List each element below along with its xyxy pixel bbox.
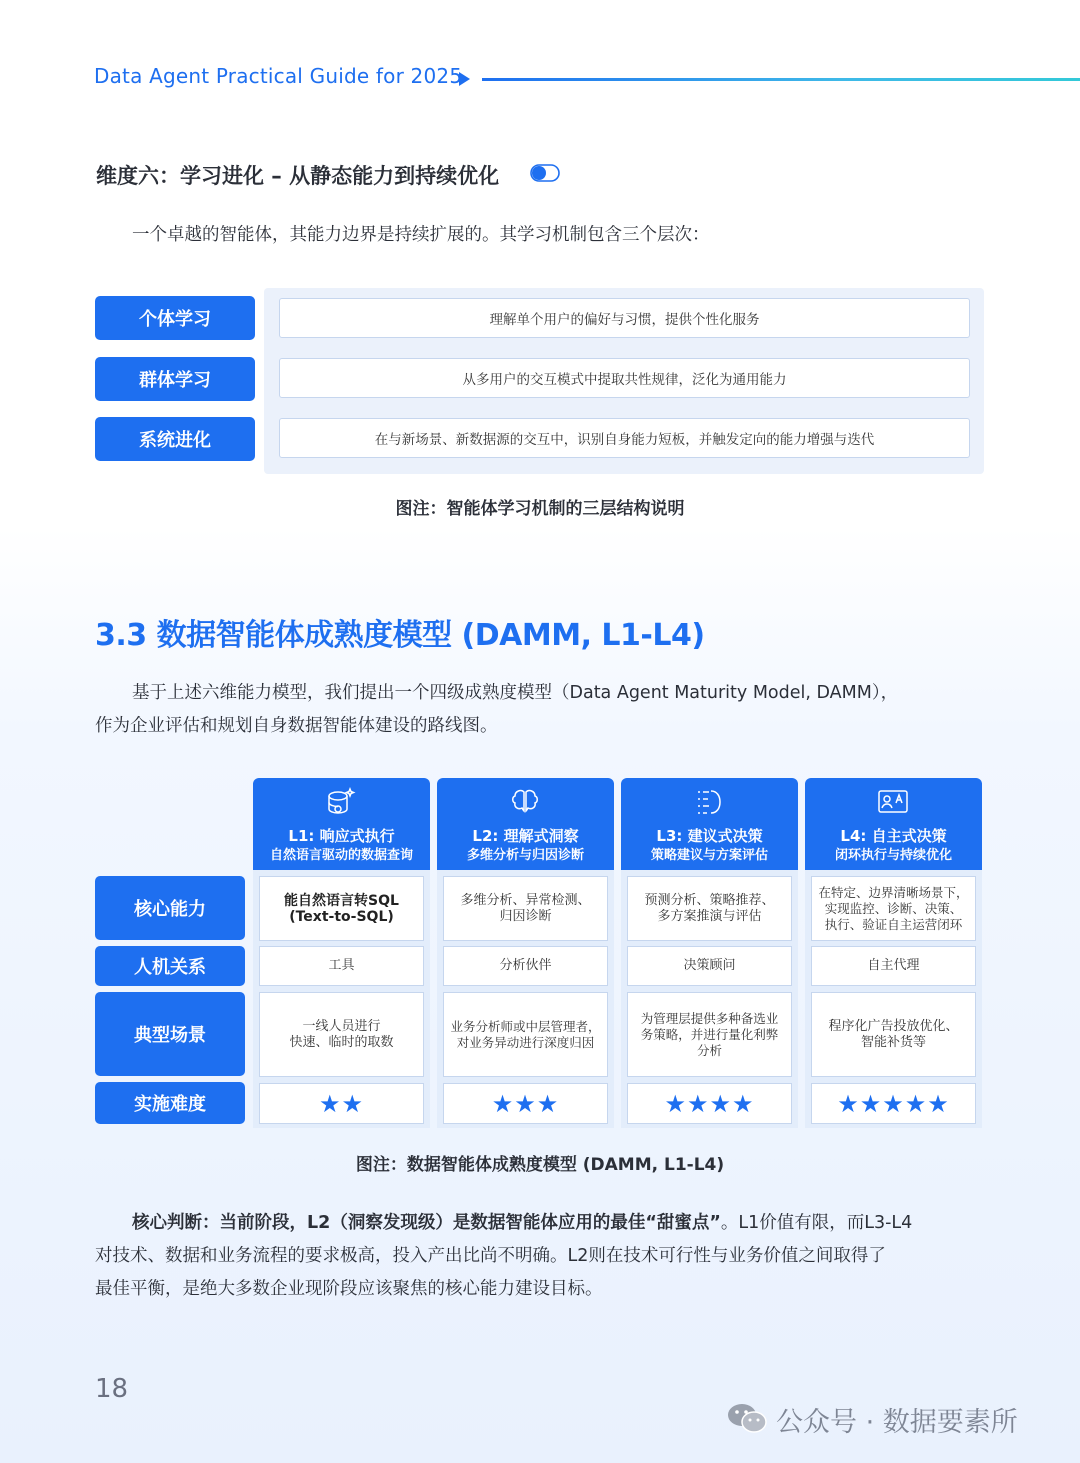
play-arrow-icon [459, 72, 470, 86]
watermark-text: 公众号 · 数据要素所 [776, 1407, 1018, 1438]
judgement-line2: 对技术、数据和业务流程的要求极高，投入产出比尚不明确。L2则在技术可行性与业务价值之间取得了 [95, 1246, 886, 1266]
figure-caption-learning: 图注：智能体学习机制的三层结构说明 [395, 499, 685, 519]
column-title-l1: L1: 响应式执行 [288, 827, 395, 845]
figure-caption-maturity: 图注：数据智能体成熟度模型 (DAMM, L1-L4) [355, 1155, 725, 1175]
judgement-line1-rest: 。L1价值有限，而L3-L4 [720, 1213, 913, 1233]
table-cell-core-l3: 预测分析、策略推荐、 多方案推演与评估 [627, 876, 792, 941]
column-subtitle-l3: 策略建议与方案评估 [650, 848, 768, 863]
column-header-l1 [253, 778, 430, 870]
level-label-system: 系统进化 [95, 417, 255, 461]
row-label-human-machine: 人机关系 [95, 946, 245, 986]
toggle-icon [530, 164, 560, 182]
table-cell-core-l1: 能自然语言转SQL (Text-to-SQL) [259, 876, 424, 941]
table-cell-relation-l4: 自主代理 [811, 946, 976, 986]
level-desc-individual: 理解单个用户的偏好与习惯，提供个性化服务 [279, 298, 970, 338]
strategy-list-icon [692, 786, 726, 820]
table-cell-scenario-l3: 为管理层提供多种备选业 务策略，并进行量化利弊 分析 [627, 992, 792, 1077]
level-desc-system: 在与新场景、新数据源的交互中，识别自身能力短板，并触发定向的能力增强与迭代 [279, 418, 970, 458]
guide-title: Data Agent Practical Guide for 2025 [94, 64, 463, 88]
section-6-intro: 一个卓越的智能体，其能力边界是持续扩展的。其学习机制包含三个层次： [132, 225, 710, 245]
row-label-typical-scenario: 典型场景 [95, 992, 245, 1076]
table-cell-scenario-l1: 一线人员进行 快速、临时的取数 [259, 992, 424, 1077]
judgement-line1 [132, 1207, 912, 1240]
section-3-3-para-line1: 基于上述六维能力模型，我们提出一个四级成熟度模型（Data Agent Maturity Model, DAMM）， [132, 683, 899, 703]
column-header-l4 [805, 778, 982, 870]
level-desc-group: 从多用户的交互模式中提取共性规律，泛化为通用能力 [279, 358, 970, 398]
wechat-icon [726, 1402, 768, 1434]
section-3-3-heading: 3.3 数据智能体成熟度模型 (DAMM, L1-L4) [95, 618, 705, 653]
column-header-l2 [437, 778, 614, 870]
difficulty-stars-l4: ★★★★★ [811, 1083, 976, 1124]
section-3-3-para-line2: 作为企业评估和规划自身数据智能体建设的路线图。 [95, 716, 498, 736]
page-number: 18 [95, 1374, 129, 1404]
column-title-l4: L4: 自主式决策 [840, 827, 947, 845]
column-header-l3 [621, 778, 798, 870]
table-cell-scenario-l2: 业务分析师或中层管理者， 对业务异动进行深度归因 [443, 992, 608, 1077]
table-cell-scenario-l4: 程序化广告投放优化、 智能补货等 [811, 992, 976, 1077]
judgement-line3: 最佳平衡，是绝大多数企业现阶段应该聚焦的核心能力建设目标。 [95, 1279, 603, 1299]
column-subtitle-l2: 多维分析与归因诊断 [466, 848, 584, 863]
section-6-heading: 维度六：学习进化 – 从静态能力到持续优化 [96, 164, 500, 188]
row-label-difficulty: 实施难度 [95, 1082, 245, 1124]
brain-icon [508, 786, 542, 820]
difficulty-stars-l2: ★★★ [443, 1083, 608, 1124]
table-cell-core-l2: 多维分析、异常检测、 归因诊断 [443, 876, 608, 941]
column-subtitle-l4: 闭环执行与持续优化 [834, 848, 952, 863]
level-label-group: 群体学习 [95, 357, 255, 401]
column-subtitle-l1: 自然语言驱动的数据查询 [269, 848, 413, 863]
column-title-l2: L2: 理解式洞察 [472, 827, 579, 845]
table-cell-relation-l1: 工具 [259, 946, 424, 986]
table-cell-relation-l3: 决策顾问 [627, 946, 792, 986]
judgement-bold: 核心判断：当前阶段，L2（洞察发现级）是数据智能体应用的最佳“甜蜜点” [132, 1213, 721, 1233]
difficulty-stars-l1: ★★ [259, 1083, 424, 1124]
database-query-icon [324, 786, 358, 820]
table-cell-core-l4: 在特定、边界清晰场景下， 实现监控、诊断、决策、 执行、验证自主运营闭环 [811, 876, 976, 941]
header-divider [482, 78, 1080, 81]
difficulty-stars-l3: ★★★★ [627, 1083, 792, 1124]
level-label-individual: 个体学习 [95, 296, 255, 340]
column-title-l3: L3: 建议式决策 [656, 827, 763, 845]
row-label-core-capability: 核心能力 [95, 876, 245, 940]
table-cell-relation-l2: 分析伙伴 [443, 946, 608, 986]
autonomous-agent-icon [876, 786, 910, 820]
